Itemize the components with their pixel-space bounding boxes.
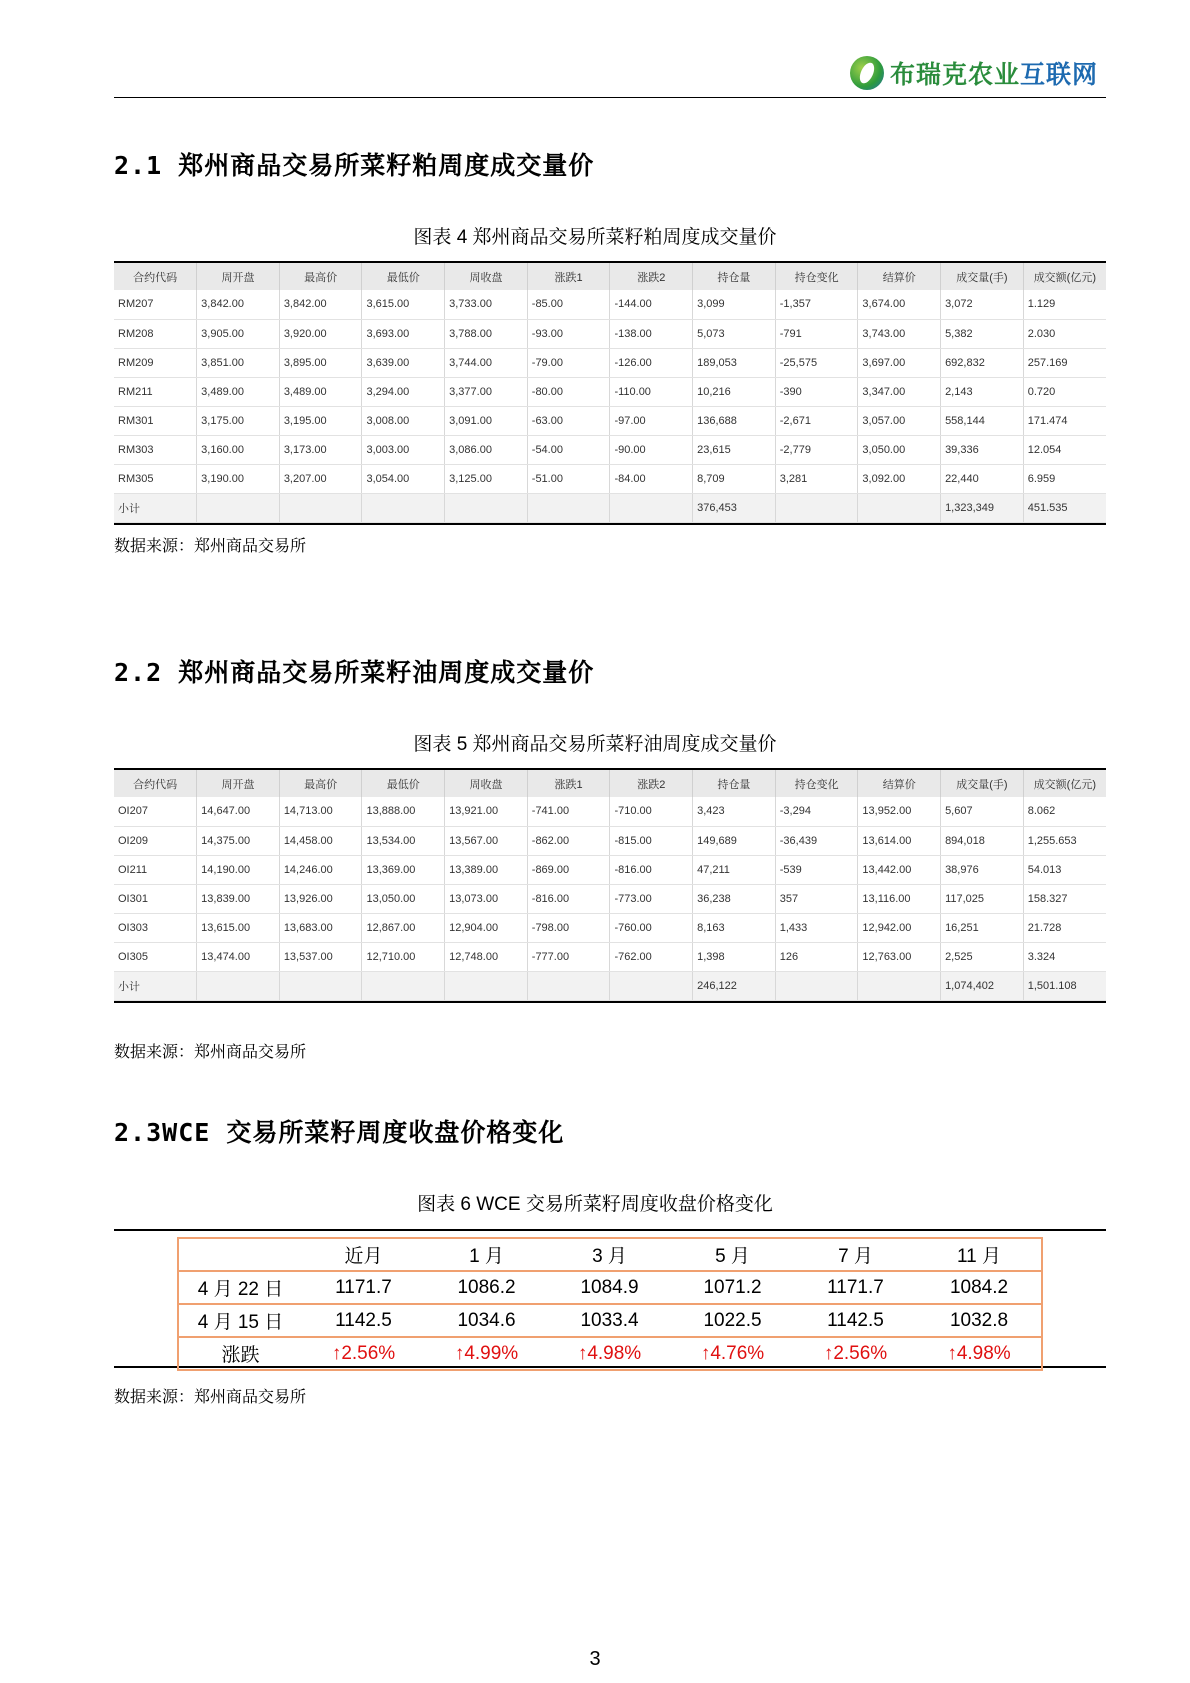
figure-caption-4: 图表 4 郑州商品交易所菜籽粕周度成交量价 (413, 227, 777, 248)
section-heading-rapeseed-meal: 2.1 郑州商品交易所菜籽粕周度成交量价 (114, 151, 595, 180)
table-cell: 3,744.00 (445, 348, 528, 377)
table-cell (527, 971, 610, 1000)
table-cell: 3,099 (693, 290, 776, 319)
table-cell: -869.00 (527, 855, 610, 884)
wce-change-cell: ↑4.76% (671, 1337, 794, 1370)
table-cell: 3,697.00 (858, 348, 941, 377)
wce-header-cell: 近月 (302, 1238, 425, 1271)
wce-value-cell: 1171.7 (302, 1271, 425, 1304)
contract-code-cell: 小计 (114, 971, 197, 1000)
table-cell: -110.00 (610, 377, 693, 406)
contract-code-cell: RM303 (114, 435, 197, 464)
table-cell: 13,614.00 (858, 826, 941, 855)
wce-date-cell: 4 月 15 日 (178, 1304, 302, 1337)
table-cell: -63.00 (527, 406, 610, 435)
table-cell: 1,074,402 (941, 971, 1024, 1000)
wce-value-cell: 1084.9 (548, 1271, 671, 1304)
table-cell: -816.00 (610, 855, 693, 884)
table-cell (279, 971, 362, 1000)
table-cell: 8,163 (693, 913, 776, 942)
table-cell: 13,050.00 (362, 884, 445, 913)
table-cell: -2,779 (775, 435, 858, 464)
section-heading-wce-rapeseed: 2.3WCE 交易所菜籽周度收盘价格变化 (114, 1118, 565, 1147)
rapeseed-oil-table-container (114, 768, 1106, 1003)
data-source-2: 数据来源：郑州商品交易所 (114, 1044, 307, 1061)
table-cell: 12,763.00 (858, 942, 941, 971)
wce-header-row (178, 1238, 1042, 1271)
table-cell: 14,246.00 (279, 855, 362, 884)
table-row (114, 797, 1106, 826)
table-cell: 22,440 (941, 464, 1024, 493)
table-cell: 5,382 (941, 319, 1024, 348)
table-row (114, 826, 1106, 855)
table-cell: 13,534.00 (362, 826, 445, 855)
column-header: 结算价 (858, 770, 941, 797)
table-cell: 13,389.00 (445, 855, 528, 884)
table-cell (197, 493, 280, 522)
table-cell: 5,073 (693, 319, 776, 348)
wce-value-cell: 1071.2 (671, 1271, 794, 1304)
table-cell: 3,639.00 (362, 348, 445, 377)
contract-code-cell: OI209 (114, 826, 197, 855)
wce-date-cell: 4 月 22 日 (178, 1271, 302, 1304)
table-row (114, 319, 1106, 348)
table-cell: 894,018 (941, 826, 1024, 855)
table-cell: -539 (775, 855, 858, 884)
table-cell: 8.062 (1023, 797, 1106, 826)
table-cell: 171.474 (1023, 406, 1106, 435)
table-cell: 257.169 (1023, 348, 1106, 377)
table-cell: 3,008.00 (362, 406, 445, 435)
table-cell: 14,375.00 (197, 826, 280, 855)
wce-header-cell: 1 月 (425, 1238, 548, 1271)
table-cell: 3,160.00 (197, 435, 280, 464)
contract-code-cell: OI301 (114, 884, 197, 913)
table-cell: -84.00 (610, 464, 693, 493)
figure-caption-6: 图表 6 WCE 交易所菜籽周度收盘价格变化 (417, 1194, 773, 1215)
table-cell: -54.00 (527, 435, 610, 464)
table-cell: 12.054 (1023, 435, 1106, 464)
subtotal-row (114, 971, 1106, 1000)
table-cell: 13,474.00 (197, 942, 280, 971)
contract-code-cell: OI211 (114, 855, 197, 884)
table-cell (775, 971, 858, 1000)
table-cell: 10,216 (693, 377, 776, 406)
column-header: 成交额(亿元) (1023, 263, 1106, 290)
table-cell: -90.00 (610, 435, 693, 464)
contract-code-cell: RM209 (114, 348, 197, 377)
wce-value-cell: 1171.7 (794, 1271, 917, 1304)
table-cell (445, 971, 528, 1000)
table-cell: 3,851.00 (197, 348, 280, 377)
table-cell: 136,688 (693, 406, 776, 435)
table-row (114, 290, 1106, 319)
table-cell: -80.00 (527, 377, 610, 406)
table-cell: 1,323,349 (941, 493, 1024, 522)
table-cell: 36,238 (693, 884, 776, 913)
table-cell: -760.00 (610, 913, 693, 942)
table-cell: -93.00 (527, 319, 610, 348)
contract-code-cell: RM211 (114, 377, 197, 406)
table-cell: 692,832 (941, 348, 1024, 377)
table-cell (775, 493, 858, 522)
wce-change-cell: ↑2.56% (302, 1337, 425, 1370)
table-row (114, 406, 1106, 435)
table-cell (279, 493, 362, 522)
table-cell: 13,921.00 (445, 797, 528, 826)
table-cell: 13,442.00 (858, 855, 941, 884)
table-cell: -51.00 (527, 464, 610, 493)
table-cell: -3,294 (775, 797, 858, 826)
table-cell: -791 (775, 319, 858, 348)
table-cell: 8,709 (693, 464, 776, 493)
table-cell (445, 493, 528, 522)
wce-header-cell: 7 月 (794, 1238, 917, 1271)
table-cell: 3,615.00 (362, 290, 445, 319)
contract-code-cell: RM301 (114, 406, 197, 435)
table-cell: -741.00 (527, 797, 610, 826)
table-cell: 376,453 (693, 493, 776, 522)
wce-price-table (177, 1237, 1043, 1371)
table-cell: 1.129 (1023, 290, 1106, 319)
rapeseed-meal-table (114, 263, 1106, 523)
table-cell: 38,976 (941, 855, 1024, 884)
table-cell: 13,537.00 (279, 942, 362, 971)
table-cell: 12,942.00 (858, 913, 941, 942)
logo-text: 布瑞克农业互联网 (890, 60, 1099, 89)
table-cell: 2,525 (941, 942, 1024, 971)
rapeseed-meal-table-container (114, 261, 1106, 525)
table-cell: -2,671 (775, 406, 858, 435)
table-cell: 13,615.00 (197, 913, 280, 942)
wce-value-cell: 1032.8 (917, 1304, 1042, 1337)
wce-value-cell: 1142.5 (302, 1304, 425, 1337)
table-cell: 1,255.653 (1023, 826, 1106, 855)
table-cell: 13,888.00 (362, 797, 445, 826)
table-cell: 47,211 (693, 855, 776, 884)
table-cell: 149,689 (693, 826, 776, 855)
leaf-logo-icon (850, 56, 884, 90)
table-cell: 3,920.00 (279, 319, 362, 348)
table-cell: 14,458.00 (279, 826, 362, 855)
table-cell: 3,057.00 (858, 406, 941, 435)
contract-code-cell: OI303 (114, 913, 197, 942)
table-cell: 3,281 (775, 464, 858, 493)
column-header: 周开盘 (197, 263, 280, 290)
contract-code-cell: RM208 (114, 319, 197, 348)
table-cell: 39,336 (941, 435, 1024, 464)
column-header: 最高价 (279, 770, 362, 797)
table-cell: 2.030 (1023, 319, 1106, 348)
column-header: 最高价 (279, 263, 362, 290)
table-cell (362, 971, 445, 1000)
table-cell (362, 493, 445, 522)
table-cell: 21.728 (1023, 913, 1106, 942)
table-cell: 246,122 (693, 971, 776, 1000)
table-cell: -144.00 (610, 290, 693, 319)
table-cell: 3,347.00 (858, 377, 941, 406)
table-row (114, 855, 1106, 884)
table-cell: -126.00 (610, 348, 693, 377)
table-cell: 14,190.00 (197, 855, 280, 884)
site-logo (850, 55, 1098, 91)
table-cell: 5,607 (941, 797, 1024, 826)
table-cell: 2,143 (941, 377, 1024, 406)
table-cell: 12,904.00 (445, 913, 528, 942)
table-cell: 3,674.00 (858, 290, 941, 319)
table-cell: 3,743.00 (858, 319, 941, 348)
page-number: 3 (589, 1648, 601, 1670)
table-cell: 3,895.00 (279, 348, 362, 377)
wce-change-label: 涨跌 (178, 1337, 302, 1370)
table-cell: 3,003.00 (362, 435, 445, 464)
table-cell: 3,733.00 (445, 290, 528, 319)
subtotal-row (114, 493, 1106, 522)
wce-row-apr22 (178, 1271, 1042, 1304)
contract-code-cell: 小计 (114, 493, 197, 522)
table-cell: 13,926.00 (279, 884, 362, 913)
table-cell: 16,251 (941, 913, 1024, 942)
table-cell: 3,175.00 (197, 406, 280, 435)
table-cell (858, 971, 941, 1000)
table-cell: 54.013 (1023, 855, 1106, 884)
table-cell: 3,092.00 (858, 464, 941, 493)
table-cell: 13,952.00 (858, 797, 941, 826)
table-cell: -1,357 (775, 290, 858, 319)
table-cell: 451.535 (1023, 493, 1106, 522)
table-cell: 3,091.00 (445, 406, 528, 435)
table-cell: 3,842.00 (279, 290, 362, 319)
wce-change-row (178, 1337, 1042, 1370)
wce-change-cell: ↑2.56% (794, 1337, 917, 1370)
section-heading-rapeseed-oil: 2.2 郑州商品交易所菜籽油周度成交量价 (114, 658, 595, 687)
table-cell: 3,195.00 (279, 406, 362, 435)
table-cell: 3,173.00 (279, 435, 362, 464)
column-header: 最低价 (362, 770, 445, 797)
table-cell: 1,501.108 (1023, 971, 1106, 1000)
table-row (114, 913, 1106, 942)
table-cell: 12,748.00 (445, 942, 528, 971)
column-header: 涨跌1 (527, 263, 610, 290)
table-cell: 3,294.00 (362, 377, 445, 406)
table-cell: 13,839.00 (197, 884, 280, 913)
header-divider (114, 97, 1106, 98)
table-cell: 126 (775, 942, 858, 971)
column-header: 持仓变化 (775, 263, 858, 290)
table-cell: 3,489.00 (197, 377, 280, 406)
wce-header-cell: 3 月 (548, 1238, 671, 1271)
table-cell: 13,567.00 (445, 826, 528, 855)
table-cell: 1,433 (775, 913, 858, 942)
table-cell: -390 (775, 377, 858, 406)
table-cell: -815.00 (610, 826, 693, 855)
table-cell: 3,054.00 (362, 464, 445, 493)
wce-value-cell: 1086.2 (425, 1271, 548, 1304)
wce-header-cell: 11 月 (917, 1238, 1042, 1271)
table-cell: -710.00 (610, 797, 693, 826)
table-cell: 3,693.00 (362, 319, 445, 348)
table-cell: -777.00 (527, 942, 610, 971)
column-header: 持仓变化 (775, 770, 858, 797)
column-header: 持仓量 (693, 770, 776, 797)
table-row (114, 435, 1106, 464)
column-header: 周收盘 (445, 263, 528, 290)
table-cell: -85.00 (527, 290, 610, 319)
table-cell (527, 493, 610, 522)
table-cell: 3.324 (1023, 942, 1106, 971)
table-cell: -773.00 (610, 884, 693, 913)
contract-code-cell: RM305 (114, 464, 197, 493)
contract-code-cell: OI207 (114, 797, 197, 826)
table-row (114, 348, 1106, 377)
table-cell: -25,575 (775, 348, 858, 377)
figure-caption-5: 图表 5 郑州商品交易所菜籽油周度成交量价 (413, 734, 777, 755)
column-header: 持仓量 (693, 263, 776, 290)
wce-header-cell: 5 月 (671, 1238, 794, 1271)
wce-value-cell: 1034.6 (425, 1304, 548, 1337)
rapeseed-oil-table (114, 770, 1106, 1001)
column-header: 成交量(手) (941, 263, 1024, 290)
wce-value-cell: 1022.5 (671, 1304, 794, 1337)
table-cell: 3,050.00 (858, 435, 941, 464)
wce-change-cell: ↑4.98% (548, 1337, 671, 1370)
table-cell: 3,788.00 (445, 319, 528, 348)
table-cell: -36,439 (775, 826, 858, 855)
table-cell: 13,073.00 (445, 884, 528, 913)
table-cell: 189,053 (693, 348, 776, 377)
table-cell: -97.00 (610, 406, 693, 435)
data-source-1: 数据来源：郑州商品交易所 (114, 538, 307, 555)
table-cell: 3,190.00 (197, 464, 280, 493)
table-row (114, 377, 1106, 406)
column-header: 最低价 (362, 263, 445, 290)
table-cell: 3,423 (693, 797, 776, 826)
table-cell: 12,867.00 (362, 913, 445, 942)
table-cell: 357 (775, 884, 858, 913)
table-row (114, 884, 1106, 913)
wce-header-cell (178, 1238, 302, 1271)
table-cell (610, 493, 693, 522)
table-cell: 3,125.00 (445, 464, 528, 493)
table-cell: 0.720 (1023, 377, 1106, 406)
column-header: 成交量(手) (941, 770, 1024, 797)
table-cell: 117,025 (941, 884, 1024, 913)
column-header: 涨跌2 (610, 263, 693, 290)
wce-row-apr15 (178, 1304, 1042, 1337)
table-cell (858, 493, 941, 522)
table-cell: -862.00 (527, 826, 610, 855)
wce-value-cell: 1142.5 (794, 1304, 917, 1337)
column-header: 周收盘 (445, 770, 528, 797)
column-header: 周开盘 (197, 770, 280, 797)
data-source-3: 数据来源：郑州商品交易所 (114, 1389, 307, 1406)
table-row (114, 942, 1106, 971)
table-cell: 13,369.00 (362, 855, 445, 884)
table-cell: 3,207.00 (279, 464, 362, 493)
wce-change-cell: ↑4.99% (425, 1337, 548, 1370)
wce-value-cell: 1033.4 (548, 1304, 671, 1337)
table-cell: -138.00 (610, 319, 693, 348)
table-cell: 13,683.00 (279, 913, 362, 942)
column-header: 合约代码 (114, 770, 197, 797)
table-cell: 3,842.00 (197, 290, 280, 319)
table-cell: -762.00 (610, 942, 693, 971)
table-cell: 6.959 (1023, 464, 1106, 493)
table-cell: 3,489.00 (279, 377, 362, 406)
table-cell: 158.327 (1023, 884, 1106, 913)
table-cell: -79.00 (527, 348, 610, 377)
column-header: 合约代码 (114, 263, 197, 290)
column-header: 结算价 (858, 263, 941, 290)
table-cell: 3,377.00 (445, 377, 528, 406)
table-cell: 3,905.00 (197, 319, 280, 348)
table-cell: 13,116.00 (858, 884, 941, 913)
wce-table-container (114, 1229, 1106, 1368)
table-cell: -798.00 (527, 913, 610, 942)
table-cell: 558,144 (941, 406, 1024, 435)
table-cell: 1,398 (693, 942, 776, 971)
table-cell: 3,072 (941, 290, 1024, 319)
wce-value-cell: 1084.2 (917, 1271, 1042, 1304)
column-header: 涨跌2 (610, 770, 693, 797)
table-cell: 3,086.00 (445, 435, 528, 464)
table-cell: -816.00 (527, 884, 610, 913)
contract-code-cell: RM207 (114, 290, 197, 319)
table-cell: 23,615 (693, 435, 776, 464)
table-cell: 12,710.00 (362, 942, 445, 971)
table-cell (610, 971, 693, 1000)
column-header: 涨跌1 (527, 770, 610, 797)
table-cell: 14,713.00 (279, 797, 362, 826)
table-cell: 14,647.00 (197, 797, 280, 826)
table-row (114, 464, 1106, 493)
table-cell (197, 971, 280, 1000)
column-header: 成交额(亿元) (1023, 770, 1106, 797)
wce-change-cell: ↑4.98% (917, 1337, 1042, 1370)
contract-code-cell: OI305 (114, 942, 197, 971)
